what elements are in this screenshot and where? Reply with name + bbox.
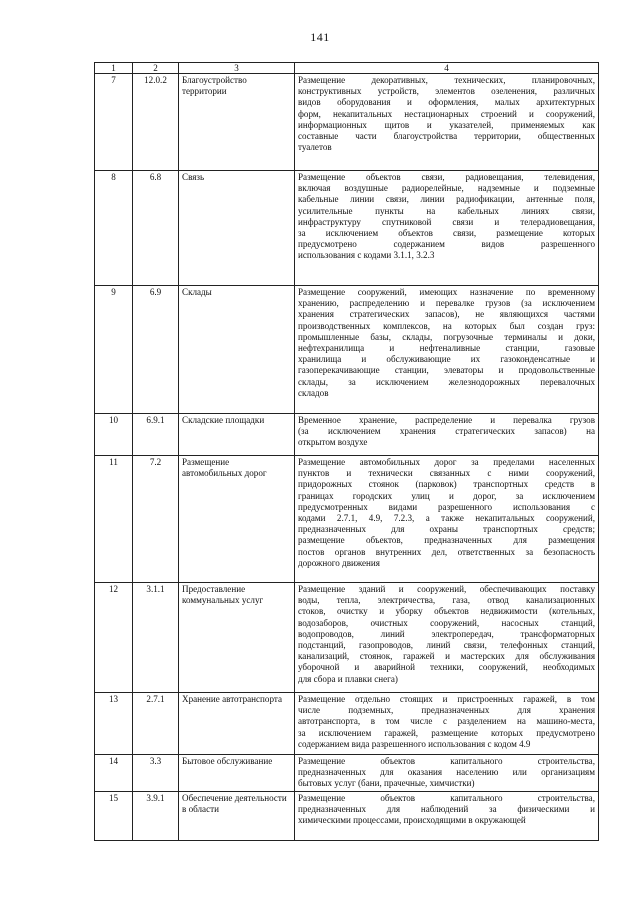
description-line: хранению, распределению и перевалке грузов (за исключением (298, 298, 595, 309)
land-use-name: Бытовое обслуживание (179, 755, 295, 792)
description-line: придорожных стоянок (парковок) транспортных средств в (298, 479, 595, 490)
description-line: границах городских улиц и дорог, за исключением (298, 490, 595, 501)
description-line: воды, тепла, электричества, газа, отвод канализационных (298, 595, 595, 606)
description-line: нефтехранилища и нефтеналивные станции, газовые (298, 343, 595, 354)
description-line: видов оборудования и оформления, малых архитектурных (298, 97, 595, 108)
description-line: Размещение сооружений, имеющих назначение по временному (298, 287, 595, 297)
description-line: предназначенных для наблюдений за физическими и (298, 803, 595, 814)
description-line: промышленные базы, склады, погрузочные терминалы и доки, (298, 331, 595, 342)
table-row (95, 755, 599, 792)
description-line: хранения стратегических запасов), не являющихся частями (298, 309, 595, 320)
description-line: числе подземных, предназначенных для хранения (298, 705, 595, 716)
description-line: Размещение отдельно стоящих и пристроенных гаражей, в том (298, 694, 595, 704)
row-number: 13 (95, 693, 133, 755)
header-col-1: 1 (95, 63, 133, 74)
description-line: бытовых услуг (бани, прачечные, химчистки) (298, 778, 475, 789)
row-number: 14 (95, 755, 133, 792)
row-number: 8 (95, 171, 133, 286)
description-line: (за исключением хранения стратегических запасов) на (298, 426, 595, 437)
land-use-name: Обеспечение деятельности в области (179, 791, 295, 840)
description-line: кабельные линии связи, линии радиофикации, антенные поля, (298, 194, 595, 205)
description-line: туалетов (298, 142, 332, 153)
description-line: размещение объектов, предназначенных для размещения (298, 535, 595, 546)
description-line: для сбора и плавки снега) (298, 673, 398, 684)
table-row (95, 171, 599, 286)
land-use-name: Склады (179, 286, 295, 414)
description-line: форм, некапитальных нестационарных строений и сооружений, (298, 108, 595, 119)
land-use-code: 6.9 (133, 286, 179, 414)
description-line: подстанций, газопроводов, линий связи, телефонных станций, (298, 640, 595, 651)
description-line: водопроводов, линий электропередач, трансформаторных (298, 628, 595, 639)
row-number: 10 (95, 414, 133, 456)
description-line: постов органов внутренних дел, ответственных за безопасность (298, 546, 595, 557)
header-col-2: 2 (133, 63, 179, 74)
row-number: 9 (95, 286, 133, 414)
description-line: предусмотренных видами разрешенного использования с (298, 501, 595, 512)
table-row (95, 456, 599, 583)
land-use-description (295, 74, 599, 171)
land-use-name: Связь (179, 171, 295, 286)
page-number: 141 (310, 30, 330, 44)
row-number: 12 (95, 583, 133, 693)
table-row (95, 74, 599, 171)
land-use-table (94, 62, 599, 841)
description-line: информационных щитов и указателей, применяемых как (298, 119, 595, 130)
table-row (95, 583, 599, 693)
description-line: производственных комплексов, на которых был создан груз: (298, 320, 595, 331)
description-line: автотранспорта, в том числе с разделением на машино-места, (298, 716, 595, 727)
description-line: за исключением объектов связи, размещение которых (298, 228, 595, 239)
description-line: Размещение объектов капитального строительства, (298, 792, 595, 803)
description-line: за исключением гаражей, размещение которых предусмотрено (298, 727, 595, 738)
row-number: 11 (95, 456, 133, 583)
table-row (95, 286, 599, 414)
description-line: предусмотрено содержанием видов разрешенного (298, 239, 595, 250)
description-line: хранилища и обслуживающие их газоконденсатные и (298, 354, 595, 365)
land-use-code: 2.7.1 (133, 693, 179, 755)
description-line: открытом воздухе (298, 437, 368, 448)
description-line: канализаций, стоянок, гаражей и мастерских для обслуживания (298, 651, 595, 662)
description-line: включая воздушные радиорелейные, надземные и подземные (298, 183, 595, 194)
land-use-name: Складские площадки (179, 414, 295, 456)
land-use-code: 6.8 (133, 171, 179, 286)
description-line: Размещение объектов связи, радиовещания, телевидения, (298, 172, 595, 182)
description-line: усилительные пункты на кабельных линиях связи, (298, 205, 595, 216)
land-use-description (295, 583, 599, 693)
description-line: газоперекачивающие станции, элеваторы и продовольственные (298, 365, 595, 376)
description-line: составные части благоустройства территории, общественных (298, 131, 595, 142)
description-line: Размещение автомобильных дорог за пределами населенных (298, 457, 595, 467)
land-use-name: Хранение автотранспорта (179, 693, 295, 755)
row-number: 15 (95, 791, 133, 840)
land-use-code: 6.9.1 (133, 414, 179, 456)
description-line: склады, за исключением железнодорожных перевалочных (298, 376, 595, 387)
header-col-4: 4 (295, 63, 599, 74)
description-line: уборочной и аварийной техники, сооружений, необходимых (298, 662, 595, 673)
header-col-3: 3 (179, 63, 295, 74)
description-line: конструктивных устройств, элементов озеленения, различных (298, 86, 595, 97)
land-use-description (295, 414, 599, 456)
description-line: предназначенных для охраны транспортных средств; (298, 524, 595, 535)
land-use-code: 12.0.2 (133, 74, 179, 171)
table-row (95, 791, 599, 840)
land-use-description (295, 456, 599, 583)
description-line: Размещение зданий и сооружений, обеспечивающих поставку (298, 584, 595, 594)
table-row (95, 414, 599, 456)
land-use-description (295, 791, 599, 840)
table-row (95, 693, 599, 755)
description-line: предназначенных для оказания населению или организациям (298, 767, 595, 778)
land-use-description (295, 171, 599, 286)
description-line: стоков, очистку и уборку объектов недвижимости (котельных, (298, 606, 595, 617)
description-line: инфраструктуру спутниковой связи и телерадиовещания, (298, 216, 595, 227)
description-line: складов (298, 387, 329, 398)
land-use-description (295, 755, 599, 792)
description-line: дорожного движения (298, 557, 380, 568)
description-line: кодами 2.7.1, 4.9, 7.2.3, а также некапитальных сооружений, (298, 513, 595, 524)
land-use-description (295, 286, 599, 414)
land-use-name: Предоставление коммунальных услуг (179, 583, 295, 693)
land-use-code: 3.9.1 (133, 791, 179, 840)
description-line: Размещение объектов капитального строительства, (298, 756, 595, 766)
description-line: использования с кодами 3.1.1, 3.2.3 (298, 250, 435, 261)
description-line: химическими процессами, происходящими в окружающей (298, 815, 526, 826)
land-use-code: 3.1.1 (133, 583, 179, 693)
description-line: Временное хранение, распределение и перевалка грузов (298, 415, 595, 425)
land-use-name: Размещение автомобильных дорог (179, 456, 295, 583)
land-use-code: 7.2 (133, 456, 179, 583)
land-use-code: 3.3 (133, 755, 179, 792)
description-line: водозаборов, очистных сооружений, насосных станций, (298, 617, 595, 628)
land-use-name: Благоустройство территории (179, 74, 295, 171)
description-line: содержанием вида разрешенного использования с кодом 4.9 (298, 738, 531, 749)
description-line: Размещение декоративных, технических, планировочных, (298, 75, 595, 85)
row-number: 7 (95, 74, 133, 171)
description-line: пунктов и технически связанных с ними сооружений, (298, 468, 595, 479)
land-use-description (295, 693, 599, 755)
table-header-row (95, 63, 599, 74)
